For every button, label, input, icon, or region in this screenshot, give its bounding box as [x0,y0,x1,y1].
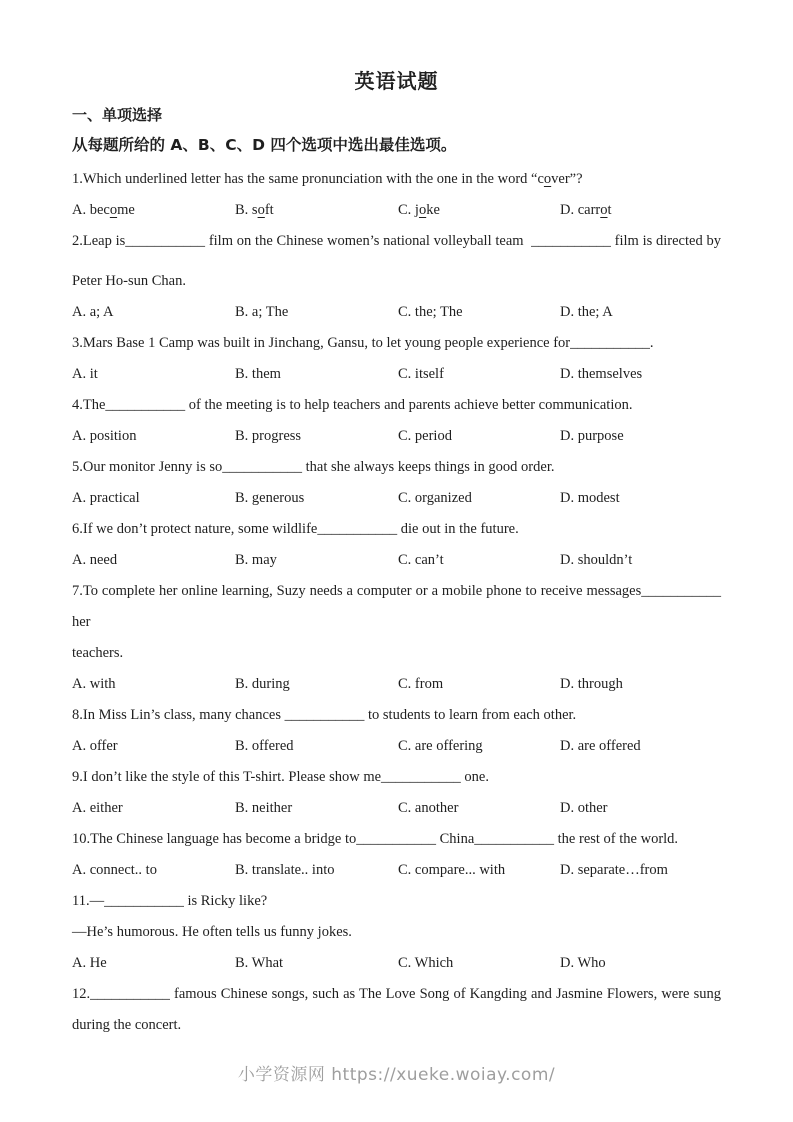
question-8-option-A: A. offer [72,738,118,754]
questions-container [72,164,725,1041]
question-4-option-B: B. progress [235,428,302,444]
question-10-option-D: D. separate…from [560,862,668,878]
question-6-option-C: C. can’t [398,552,444,568]
question-11 [72,886,721,979]
question-4-text: 4.The___________ of the meeting is to help teachers and parents achieve better communication. [72,397,633,413]
underlined-letter: o [109,202,118,218]
question-1-text: 1.Which underlined letter has the same pronunciation with the one in the word “cover”? [72,171,583,187]
question-3-option-A: A. it [72,366,98,382]
question-7-option-D: D. through [560,676,623,692]
question-11-text: —He’s humorous. He often tells us funny jokes. [72,924,352,940]
question-7-text: 7.To complete her online learning, Suzy needs a computer or a mobile phone to receive messages___________ her [72,583,725,630]
question-2-option-C: C. the; The [398,304,463,320]
question-2-options [72,297,721,328]
question-6-text: 6.If we don’t protect nature, some wildlife___________ die out in the future. [72,521,519,537]
question-2-text: Peter Ho-sun Chan. [72,273,186,289]
question-12-text: 12.___________ famous Chinese songs, such as The Love Song of Kangding and Jasmine Flowers, were sung [72,986,721,1002]
question-3-option-C: C. itself [398,366,444,382]
question-6 [72,514,721,576]
question-3-option-D: D. themselves [560,366,643,382]
question-8-option-B: B. offered [235,738,294,754]
question-9-text: 9.I don’t like the style of this T-shirt. Please show me___________ one. [72,769,489,785]
question-5-option-B: B. generous [235,490,305,506]
question-1-option-C: C. joke [398,202,440,218]
question-1 [72,164,721,226]
underlined-letter: o [543,171,552,187]
question-2-option-D: D. the; A [560,304,613,320]
question-2-option-B: B. a; The [235,304,289,320]
underlined-letter: o [257,202,265,218]
question-11-option-A: A. He [72,955,107,971]
question-3-text: 3.Mars Base 1 Camp was built in Jinchang, Gansu, to let young people experience for___________. [72,335,654,351]
question-7-option-C: C. from [398,676,444,692]
question-5-options [72,483,721,514]
question-1-options [72,195,721,226]
question-4-option-C: C. period [398,428,452,444]
question-9-option-C: C. another [398,800,459,816]
question-11-text: 11.—___________ is Ricky like? [72,893,268,909]
question-8 [72,700,721,762]
question-4-option-D: D. purpose [560,428,624,444]
question-11-option-B: B. What [235,955,284,971]
section-heading: 一、单项选择 [72,106,163,124]
question-8-option-D: D. are offered [560,738,641,754]
underlined-letter: o [600,202,608,218]
question-2 [72,226,721,328]
question-3-option-B: B. them [235,366,281,382]
question-6-option-A: A. need [72,552,118,568]
question-10-options [72,855,721,886]
watermark-text: 小学资源网 https://xueke.woiay.com/ [237,1065,556,1085]
question-3-options [72,359,721,390]
question-7-options [72,669,721,700]
question-11-option-D: D. Who [560,955,606,971]
question-2-text: 2.Leap is___________ film on the Chinese women’s national volleyball team ___________ film is directed by [72,233,721,249]
question-3 [72,328,721,390]
question-9-option-A: A. either [72,800,123,816]
question-12-text: during the concert. [72,1017,182,1033]
underlined-letter: o [418,202,427,218]
question-5-option-C: C. organized [398,490,472,506]
question-10-option-A: A. connect.. to [72,862,157,878]
question-5-option-A: A. practical [72,490,140,506]
question-4 [72,390,721,452]
question-5-option-D: D. modest [560,490,620,506]
question-5 [72,452,721,514]
section-instruction: 从每题所给的 A、B、C、D 四个选项中选出最佳选项。 [72,136,457,154]
watermark-footer [0,1060,793,1085]
question-10-text: 10.The Chinese language has become a bridge to___________ China___________ the rest of the world. [72,831,679,847]
question-2-option-A: A. a; A [72,304,114,320]
question-6-option-B: B. may [235,552,277,568]
question-12 [72,979,721,1041]
question-9-option-B: B. neither [235,800,293,816]
question-8-option-C: C. are offering [398,738,483,754]
question-6-option-D: D. shouldn’t [560,552,633,568]
question-8-text: 8.In Miss Lin’s class, many chances ___________ to students to learn from each other. [72,707,577,723]
question-7-option-A: A. with [72,676,116,692]
question-7-option-B: B. during [235,676,290,692]
question-5-text: 5.Our monitor Jenny is so___________ that she always keeps things in good order. [72,459,555,475]
question-1-option-A: A. become [72,202,135,218]
question-10-option-C: C. compare... with [398,862,506,878]
question-11-option-C: C. Which [398,955,454,971]
page-title: 英语试题 [354,69,439,93]
question-9 [72,762,721,824]
question-4-option-A: A. position [72,428,137,444]
question-6-options [72,545,721,576]
question-9-options [72,793,721,824]
question-1-option-D: D. carrot [560,202,612,218]
question-11-options [72,948,721,979]
question-10-option-B: B. translate.. into [235,862,335,878]
question-1-option-B: B. soft [235,202,274,218]
question-10 [72,824,721,886]
question-7-text: teachers. [72,645,124,661]
question-7 [72,576,725,700]
question-4-options [72,421,721,452]
question-8-options [72,731,721,762]
question-9-option-D: D. other [560,800,608,816]
